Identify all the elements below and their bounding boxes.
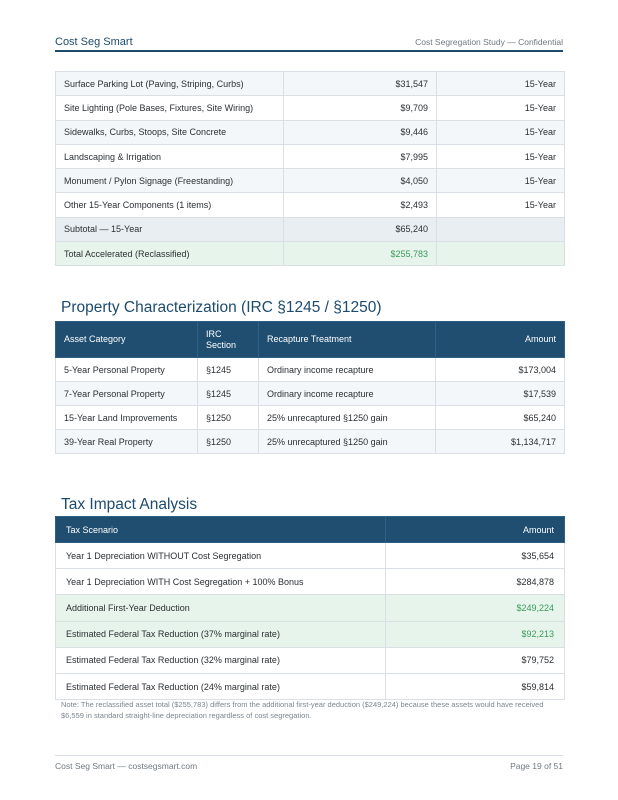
characterization-title: Property Characterization (IRC §1245 / §1250) (61, 299, 382, 316)
section-cell: §1250 (198, 430, 259, 454)
table-row (56, 595, 565, 621)
amount-cell: $284,878 (386, 569, 565, 595)
life-cell: 15-Year (437, 96, 565, 120)
amount-cell: $35,654 (386, 543, 565, 569)
amount-cell: $9,446 (284, 120, 437, 144)
characterization-table (55, 321, 565, 454)
header-row (56, 322, 565, 358)
category-cell: 5-Year Personal Property (56, 358, 198, 382)
amount-cell: $17,539 (436, 382, 565, 406)
table-row (56, 169, 565, 193)
empty-cell (437, 217, 565, 241)
total-amount: $255,783 (284, 242, 437, 266)
table-row (56, 120, 565, 144)
scenario-cell: Estimated Federal Tax Reduction (37% marginal rate) (56, 621, 386, 647)
subtotal-amount: $65,240 (284, 217, 437, 241)
life-cell: 15-Year (437, 144, 565, 168)
life-cell: 15-Year (437, 72, 565, 96)
component-cell: Other 15-Year Components (1 items) (56, 193, 284, 217)
life-cell: 15-Year (437, 169, 565, 193)
header-confidential: Cost Segregation Study — Confidential (415, 37, 563, 47)
table-row (56, 358, 565, 382)
treatment-cell: Ordinary income recapture (259, 358, 436, 382)
amount-cell: $79,752 (386, 647, 565, 673)
col-amount: Amount (436, 322, 565, 358)
scenario-cell: Estimated Federal Tax Reduction (32% marginal rate) (56, 647, 386, 673)
scenario-cell: Year 1 Depreciation WITHOUT Cost Segregation (56, 543, 386, 569)
component-cell: Landscaping & Irrigation (56, 144, 284, 168)
subtotal-label: Subtotal — 15-Year (56, 217, 284, 241)
col-recapture-treatment: Recapture Treatment (259, 322, 436, 358)
table-row (56, 144, 565, 168)
scenario-cell: Year 1 Depreciation WITH Cost Segregation + 100% Bonus (56, 569, 386, 595)
scenario-cell: Additional First-Year Deduction (56, 595, 386, 621)
table-row (56, 382, 565, 406)
page-header (55, 36, 563, 52)
table-row (56, 673, 565, 699)
footnote: Note: The reclassified asset total ($255,783) differs from the additional first-year deduction ($249,224) because these assets would have received $6,559 in standard straight-line depreciation regardless of cost segregation. (61, 700, 544, 720)
table-row (56, 543, 565, 569)
scenario-cell: Estimated Federal Tax Reduction (24% marginal rate) (56, 673, 386, 699)
tax-impact-title: Tax Impact Analysis (61, 496, 198, 513)
category-cell: 7-Year Personal Property (56, 382, 198, 406)
subtotal-row (56, 217, 565, 241)
section-cell: §1245 (198, 358, 259, 382)
amount-cell: $1,134,717 (436, 430, 565, 454)
component-cell: Sidewalks, Curbs, Stoops, Site Concrete (56, 120, 284, 144)
footer-site: Cost Seg Smart — costsegsmart.com (55, 761, 198, 771)
life-cell: 15-Year (437, 120, 565, 144)
page-footer (55, 755, 563, 771)
tax-impact-table (55, 516, 565, 700)
component-cell: Surface Parking Lot (Paving, Striping, Curbs) (56, 72, 284, 96)
total-row (56, 242, 565, 266)
header-row (56, 517, 565, 543)
table-row (56, 406, 565, 430)
amount-cell: $4,050 (284, 169, 437, 193)
category-cell: 15-Year Land Improvements (56, 406, 198, 430)
component-cell: Monument / Pylon Signage (Freestanding) (56, 169, 284, 193)
amount-cell: $65,240 (436, 406, 565, 430)
col-irc-section: IRC Section (198, 322, 259, 358)
amount-cell: $92,213 (386, 621, 565, 647)
treatment-cell: 25% unrecaptured §1250 gain (259, 430, 436, 454)
amount-cell: $7,995 (284, 144, 437, 168)
component-cell: Site Lighting (Pole Bases, Fixtures, Site Wiring) (56, 96, 284, 120)
reclass-table (55, 71, 565, 266)
col-tax-scenario: Tax Scenario (56, 517, 386, 543)
amount-cell: $249,224 (386, 595, 565, 621)
amount-cell: $2,493 (284, 193, 437, 217)
table-row (56, 193, 565, 217)
total-label: Total Accelerated (Reclassified) (56, 242, 284, 266)
section-cell: §1245 (198, 382, 259, 406)
table-row (56, 96, 565, 120)
amount-cell: $9,709 (284, 96, 437, 120)
empty-cell (437, 242, 565, 266)
col-amount: Amount (386, 517, 565, 543)
treatment-cell: Ordinary income recapture (259, 382, 436, 406)
category-cell: 39-Year Real Property (56, 430, 198, 454)
amount-cell: $31,547 (284, 72, 437, 96)
amount-cell: $173,004 (436, 358, 565, 382)
table-row (56, 621, 565, 647)
table-row (56, 569, 565, 595)
col-asset-category: Asset Category (56, 322, 198, 358)
life-cell: 15-Year (437, 193, 565, 217)
page-number: Page 19 of 51 (510, 761, 563, 771)
section-cell: §1250 (198, 406, 259, 430)
table-row (56, 72, 565, 96)
amount-cell: $59,814 (386, 673, 565, 699)
treatment-cell: 25% unrecaptured §1250 gain (259, 406, 436, 430)
brand-name: Cost Seg Smart (55, 36, 133, 48)
table-row (56, 647, 565, 673)
table-row (56, 430, 565, 454)
